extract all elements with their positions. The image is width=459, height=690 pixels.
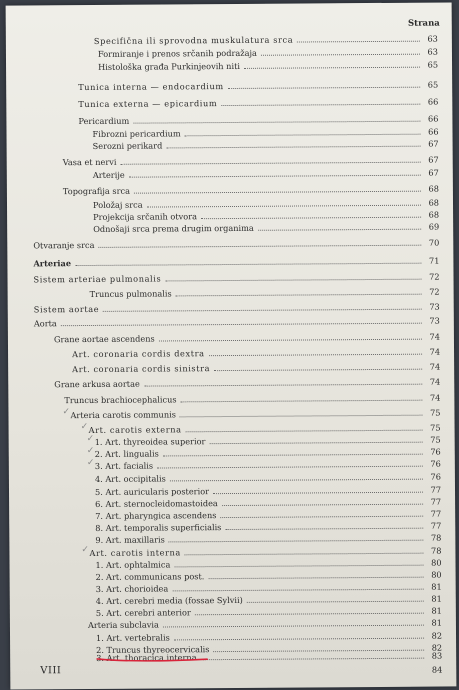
toc-entry-title: Arteria carotis communis (70, 409, 176, 421)
toc-entry-title: Arterije (92, 169, 125, 180)
dot-leader (209, 354, 422, 356)
toc-entry-title: Grane arkusa aortae (54, 378, 140, 390)
toc-entry-title: Vasa et nervi (62, 156, 117, 168)
toc-entry-title: Arteria subclavia (87, 619, 159, 631)
dot-leader (75, 263, 421, 266)
toc-entry-title: Specifična ili sprovodna muskulatura srca (93, 34, 294, 46)
toc-entry (34, 315, 440, 329)
toc-entry (95, 532, 441, 545)
dot-leader (163, 454, 423, 457)
toc-entry-title: 4. Art. cerebri media (fossae Sylvii) (95, 594, 243, 606)
toc-entry-page: 67 (428, 167, 439, 178)
toc-entry-page: 78 (430, 532, 442, 543)
toc-entry-page: 80 (431, 557, 442, 568)
toc-entry-title: 2. Art. communicans post. (95, 571, 205, 582)
toc-entry-page: 73 (429, 315, 440, 326)
toc-entry-title: Histološka građa Purkinjeovih niti (98, 60, 241, 72)
dot-leader (222, 504, 423, 506)
toc-entry-page: 76 (430, 446, 441, 457)
toc-entry-title: 1. Art. vertebralis (95, 632, 170, 643)
toc-entry-title: Arteriae (33, 258, 72, 269)
toc-entry-title: 1. Art. ophtalmica (95, 559, 171, 570)
toc-entry-page: 70 (428, 237, 440, 248)
toc-entry (63, 154, 439, 168)
pencil-tick-icon: ✓ (80, 421, 89, 433)
dot-leader (181, 400, 423, 403)
dot-leader (169, 540, 424, 543)
toc-entry (93, 138, 439, 151)
toc-entry-title: Truncus brachiocephalicus (64, 394, 177, 406)
toc-entry-page: 68 (428, 183, 439, 194)
toc-entry-page: 78 (430, 545, 442, 556)
toc-entry-title: 9. Art. maxillaris (95, 534, 165, 545)
toc-entry-page: 67 (428, 154, 439, 165)
toc-entry-page: 73 (429, 301, 440, 312)
toc-entry-title: 3. Art. facialis (94, 460, 154, 471)
toc-entry (86, 457, 441, 471)
toc-entry-page: 77 (430, 484, 442, 495)
toc-entry-title: 3. Art. thoracica interna (96, 652, 197, 663)
toc-entry (98, 46, 438, 59)
pencil-tick-icon: ✓ (86, 457, 95, 469)
toc-entry-page: 74 (429, 331, 440, 342)
toc-entry (78, 79, 438, 93)
toc-entry-page: 66 (427, 96, 439, 107)
dot-leader (186, 430, 423, 433)
dot-leader (103, 309, 422, 312)
dot-leader (201, 658, 425, 661)
dot-leader (220, 516, 423, 518)
toc-entry (33, 237, 439, 251)
toc-entry-page: 75 (430, 407, 441, 418)
toc-entry-page: 67 (428, 138, 439, 149)
toc-entry (95, 471, 441, 484)
dot-leader (174, 638, 424, 641)
toc-entry-page: 74 (429, 376, 441, 387)
roman-page-number: VIII (40, 665, 62, 677)
toc-entry-title: 4. Art. occipitalis (94, 473, 166, 484)
toc-entry (90, 286, 440, 299)
dot-leader (185, 553, 424, 556)
dot-leader (195, 613, 424, 616)
dot-leader (166, 146, 420, 149)
toc-entry-title: Art. carotis externa (88, 424, 182, 435)
dot-leader (134, 191, 421, 194)
pencil-tick-icon: ✓ (62, 407, 71, 418)
last-page-number: 84 (431, 664, 443, 675)
toc-entry (93, 221, 439, 234)
toc-entry-page: 74 (429, 361, 441, 372)
toc-entry-title: Pericardium (78, 115, 130, 127)
toc-entry-title: 5. Art. auricularis posterior (94, 486, 210, 497)
toc-entry (64, 392, 440, 406)
dot-leader (221, 104, 420, 106)
toc-entry (78, 113, 438, 127)
dot-leader (159, 339, 422, 342)
toc-entry-title: Grane aortae ascendens (53, 333, 155, 345)
dot-leader (297, 41, 420, 43)
toc-entry-page: 82 (431, 642, 443, 653)
toc-entry-page: 76 (430, 458, 441, 469)
toc-entry-page: 83 (431, 650, 443, 661)
toc-entry-title: 3. Art. chorioidea (95, 583, 169, 594)
dot-leader (176, 294, 422, 297)
toc-entry-page: 75 (430, 422, 441, 433)
toc-entry-page: 82 (431, 630, 443, 641)
toc-entry-page: 74 (429, 392, 441, 403)
pencil-tick-icon: ✓ (86, 445, 95, 457)
dot-leader (225, 528, 423, 530)
dot-leader (247, 601, 424, 603)
toc-entry-page: 65 (427, 59, 439, 70)
toc-entry-title: 8. Art. temporalis superficialis (95, 522, 222, 533)
toc-entry-page: 76 (430, 471, 441, 482)
dot-leader (228, 87, 420, 89)
toc-entry-title: Truncus pulmonalis (89, 288, 172, 299)
toc-entry-page: 81 (431, 593, 442, 604)
dot-leader (244, 67, 420, 69)
toc-entry-page: 63 (427, 46, 438, 57)
dot-leader (261, 54, 420, 56)
toc-entry-title: 1. Art. thyreoidea superior (94, 436, 206, 447)
book-page (6, 2, 457, 689)
dot-leader (214, 369, 422, 371)
toc-entry-page: 81 (431, 617, 442, 628)
toc-entry (72, 361, 440, 375)
dot-leader (170, 479, 423, 482)
dot-leader (213, 492, 423, 494)
toc-entry (78, 96, 438, 110)
dot-leader (147, 205, 421, 208)
toc-entry-title: 5. Art. cerebri anterior (95, 607, 191, 618)
toc-entry-title: Serozni perikard (92, 140, 163, 151)
toc-entry (34, 301, 440, 315)
toc-entry (98, 59, 438, 72)
toc-entry (62, 407, 441, 421)
dot-leader (98, 245, 421, 248)
toc-entry (33, 271, 439, 285)
toc-entry-title: 2. Truncus thyreocervicalis (96, 644, 210, 655)
toc-entry-page: 77 (430, 520, 442, 531)
dot-leader (174, 565, 423, 568)
toc-entry-title: Topografija srca (62, 185, 130, 197)
toc-entry-title: Otvaranje srca (33, 239, 95, 251)
pencil-tick-icon: ✓ (86, 433, 95, 445)
dot-leader (120, 162, 420, 165)
dot-leader (201, 217, 421, 220)
dot-leader (258, 229, 421, 231)
dot-leader (208, 577, 423, 580)
toc-entry (54, 376, 440, 390)
toc-entry-title: Formiranje i prenos srčanih podražaja (97, 47, 257, 59)
toc-entry-title: Sistem aortae (33, 303, 100, 315)
toc-entry-title: Tunica externa — epicardium (78, 98, 218, 110)
toc-entry-page: 72 (429, 286, 440, 297)
toc-entry-page: 63 (427, 33, 438, 44)
toc-entry-page: 69 (428, 221, 440, 232)
toc-entry-page: 68 (428, 197, 440, 208)
toc-entry-page: 71 (428, 255, 440, 266)
toc-entry-page: 66 (428, 126, 439, 137)
toc-entry-title: Odnošaji srca prema drugim organima (93, 222, 254, 234)
page-column-header: Strana (407, 18, 440, 29)
toc-entry (63, 183, 439, 197)
toc-entry-title: Art. coronaria cordis dextra (72, 348, 205, 360)
toc-entry (33, 255, 439, 269)
toc-entry-page: 77 (430, 508, 442, 519)
toc-entry-page: 65 (427, 79, 439, 90)
toc-entry-title: 7. Art. pharyngica ascendens (95, 510, 217, 521)
toc-entry (93, 167, 439, 180)
toc-entry-title: Projekcija srčanih otvora (93, 211, 197, 222)
toc-entry-title: Art. coronaria cordis sinistra (72, 363, 211, 375)
dot-leader (61, 323, 422, 327)
toc-entry-page: 80 (431, 569, 442, 580)
toc-entry-title: Tunica interna — endocardium (78, 81, 224, 93)
dot-leader (157, 466, 423, 469)
toc-entry-page: 74 (429, 346, 441, 357)
dot-leader (144, 384, 422, 387)
toc-entry (72, 346, 440, 360)
dot-leader (163, 625, 424, 628)
toc-entry-page: 68 (428, 209, 440, 220)
toc-entry-page: 77 (430, 496, 442, 507)
toc-entry-page: 72 (429, 271, 440, 282)
toc-entry-title: Art. carotis interna (89, 547, 181, 558)
toc-entry-title: 6. Art. sternocleidomastoidea (95, 498, 218, 509)
underline-stroke (97, 658, 207, 661)
toc-entry (88, 617, 442, 630)
dot-leader (165, 279, 421, 282)
dot-leader (172, 589, 423, 592)
dot-leader (185, 134, 421, 137)
toc-entry (54, 331, 440, 345)
dot-leader (180, 415, 423, 418)
toc-entry (94, 33, 438, 46)
toc-entry-title: Sistem arteriae pulmonalis (33, 273, 162, 285)
toc-entry-page: 66 (427, 113, 439, 124)
red-pen-underline (96, 656, 208, 663)
pencil-tick-icon: ✓ (81, 544, 90, 556)
toc-entry-title: Aorta (33, 318, 57, 329)
toc-entry-title: 2. Art. lingualis (94, 448, 159, 459)
dot-leader (209, 442, 422, 444)
dot-leader (129, 175, 421, 178)
toc-entry-page: 81 (431, 581, 442, 592)
toc-entry-title: Položaj srca (92, 199, 143, 210)
dot-leader (133, 121, 420, 124)
toc-entry-page: 75 (430, 434, 441, 445)
toc-entry-title: Fibrozni pericardium (92, 128, 181, 139)
toc-entry-page: 81 (431, 605, 442, 616)
